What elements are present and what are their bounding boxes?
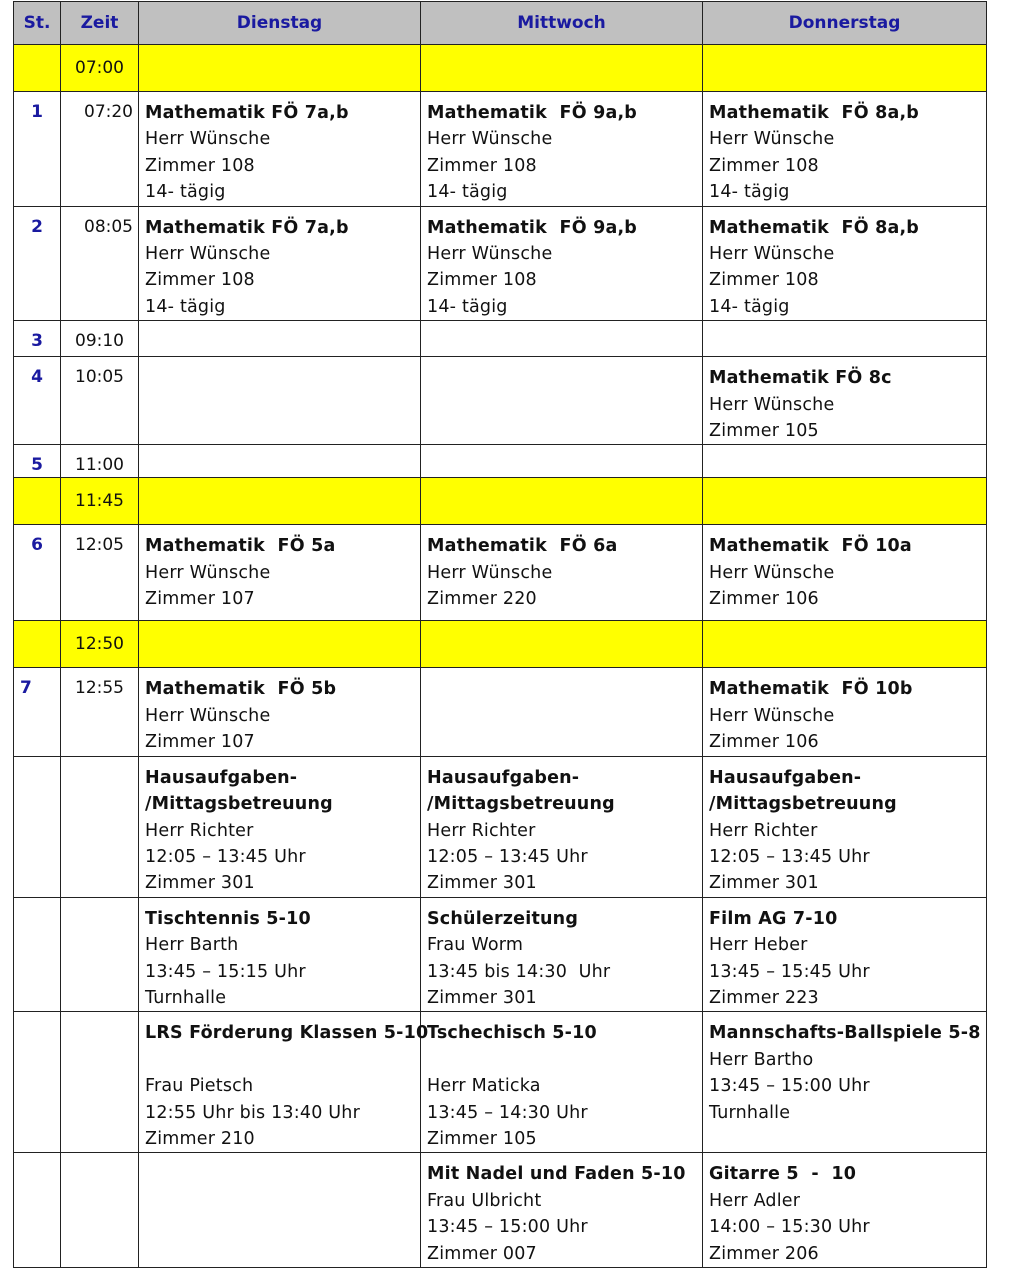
period-time: 08:05 [61, 206, 139, 321]
course-detail: Turnhalle [145, 987, 227, 1008]
table-row [14, 206, 987, 321]
table-row [14, 321, 987, 357]
course-detail: Zimmer 301 [427, 873, 537, 894]
cell-mittwoch [421, 525, 703, 621]
course-title: Mannschafts-Ballspiele 5-8 [709, 1023, 981, 1044]
cell-donnerstag [703, 478, 987, 525]
course-detail: Zimmer 301 [145, 873, 255, 894]
period-number [14, 756, 61, 897]
course-detail: 12:55 Uhr bis 13:40 Uhr [145, 1102, 360, 1123]
course-title: Schülerzeitung [427, 908, 579, 929]
course-detail: Herr Maticka [427, 1076, 541, 1097]
course-detail: Herr Heber [709, 935, 808, 956]
course-detail: 13:45 bis 14:30 Uhr [427, 961, 611, 982]
cell-dienstag [139, 756, 421, 897]
course-detail: Zimmer 108 [709, 270, 819, 291]
course-title: Hausaufgaben- [709, 767, 862, 788]
course-detail: Zimmer 108 [709, 155, 819, 176]
course-detail: Zimmer 210 [145, 1128, 255, 1149]
course-detail: Herr Wünsche [709, 394, 835, 415]
course-detail: 12:05 – 13:45 Uhr [145, 846, 306, 867]
period-number: 7 [14, 668, 61, 756]
course-detail: Zimmer 108 [427, 155, 537, 176]
course-detail: 14- tägig [145, 182, 226, 203]
course-detail: 14:00 – 15:30 Uhr [709, 1217, 870, 1238]
cell-dienstag [139, 621, 421, 668]
timetable [13, 1, 987, 1268]
course-detail: 13:45 – 15:45 Uhr [709, 961, 870, 982]
course-detail: Zimmer 301 [709, 873, 819, 894]
period-time: 11:45 [61, 478, 139, 525]
course-title: Mathematik FÖ 9a,b [427, 217, 638, 238]
course-detail: Frau Worm [427, 935, 524, 956]
period-number [14, 897, 61, 1012]
period-time: 10:05 [61, 357, 139, 445]
course-detail: 13:45 – 15:00 Uhr [427, 1217, 588, 1238]
table-row [14, 897, 987, 1012]
table-row [14, 92, 987, 207]
course-detail: Herr Wünsche [427, 129, 553, 150]
course-detail: Herr Wünsche [145, 705, 271, 726]
cell-dienstag [139, 897, 421, 1012]
cell-dienstag [139, 445, 421, 478]
cell-mittwoch [421, 756, 703, 897]
course-title: Mathematik FÖ 6a [427, 536, 618, 557]
course-detail: 14- tägig [709, 296, 790, 317]
course-detail: 13:45 – 15:15 Uhr [145, 961, 306, 982]
cell-donnerstag [703, 1153, 987, 1268]
course-detail: 12:05 – 13:45 Uhr [709, 846, 870, 867]
course-title: Mathematik FÖ 8c [709, 368, 892, 389]
course-title: Mathematik FÖ 10b [709, 679, 913, 700]
cell-donnerstag [703, 1012, 987, 1153]
course-title: Mathematik FÖ 10a [709, 536, 912, 557]
period-time: 09:10 [61, 321, 139, 357]
cell-dienstag [139, 1012, 429, 1153]
cell-donnerstag [703, 206, 987, 321]
table-row [14, 1153, 987, 1268]
period-time [61, 1153, 139, 1268]
course-title: Mathematik FÖ 8a,b [709, 217, 920, 238]
cell-dienstag [139, 206, 421, 321]
course-detail: Herr Bartho [709, 1049, 814, 1070]
cell-dienstag [139, 45, 421, 92]
period-time [61, 756, 139, 897]
course-title: Gitarre 5 - 10 [709, 1164, 857, 1185]
period-time: 11:00 [61, 445, 139, 478]
course-detail: Turnhalle [709, 1102, 791, 1123]
period-number [14, 621, 61, 668]
period-time [61, 1012, 139, 1153]
course-detail: Herr Wünsche [709, 705, 835, 726]
course-title: Tischtennis 5-10 [145, 908, 311, 929]
course-detail: 12:05 – 13:45 Uhr [427, 846, 588, 867]
period-number: 3 [14, 321, 61, 357]
course-detail: Herr Wünsche [427, 562, 553, 583]
course-detail: Herr Wünsche [709, 129, 835, 150]
course-detail: Herr Adler [709, 1190, 801, 1211]
course-detail: Zimmer 223 [709, 987, 819, 1008]
cell-mittwoch [421, 357, 703, 445]
header-donnerstag: Donnerstag [703, 2, 987, 45]
course-detail: Zimmer 105 [427, 1128, 537, 1149]
course-detail: Zimmer 106 [709, 589, 819, 610]
cell-mittwoch [421, 1012, 703, 1153]
course-detail: Zimmer 106 [709, 732, 819, 753]
cell-dienstag [139, 668, 421, 756]
course-title: /Mittagsbetreuung [709, 794, 897, 815]
course-title: /Mittagsbetreuung [427, 794, 615, 815]
cell-dienstag [139, 478, 421, 525]
course-detail: 13:45 – 14:30 Uhr [427, 1102, 588, 1123]
cell-dienstag [139, 92, 421, 207]
cell-mittwoch [421, 897, 703, 1012]
table-row [14, 756, 987, 897]
course-title: Mathematik FÖ 7a,b [145, 217, 349, 238]
course-detail: 14- tägig [145, 296, 226, 317]
period-time: 12:55 [61, 668, 139, 756]
cell-donnerstag [703, 45, 987, 92]
period-time: 12:50 [61, 621, 139, 668]
course-detail: Herr Wünsche [145, 129, 271, 150]
cell-mittwoch [421, 321, 703, 357]
header-dienstag: Dienstag [139, 2, 421, 45]
header-row [14, 2, 987, 45]
course-detail: Herr Wünsche [709, 562, 835, 583]
course-detail: Frau Pietsch [145, 1076, 254, 1097]
course-detail [145, 1047, 415, 1073]
break-row [14, 45, 987, 92]
period-number: 2 [14, 206, 61, 321]
cell-mittwoch [421, 668, 703, 756]
cell-donnerstag [703, 756, 987, 897]
cell-donnerstag [703, 92, 987, 207]
course-detail: Zimmer 301 [427, 987, 537, 1008]
course-title: Mathematik FÖ 5b [145, 679, 337, 700]
course-title: Mathematik FÖ 9a,b [427, 103, 638, 123]
course-title: Tschechisch 5-10 [427, 1023, 597, 1044]
course-detail: Zimmer 220 [427, 589, 537, 610]
cell-mittwoch [421, 621, 703, 668]
cell-dienstag [139, 525, 421, 621]
header-mittwoch: Mittwoch [421, 2, 703, 45]
cell-donnerstag [703, 321, 987, 357]
course-detail: Zimmer 206 [709, 1243, 819, 1264]
header-st: St. [14, 2, 61, 45]
period-number: 5 [14, 445, 61, 478]
cell-mittwoch [421, 445, 703, 478]
period-number [14, 478, 61, 525]
table-row [14, 445, 987, 478]
period-number [14, 45, 61, 92]
break-row [14, 621, 987, 668]
course-detail: 13:45 – 15:00 Uhr [709, 1076, 870, 1097]
course-title: Film AG 7-10 [709, 908, 838, 929]
period-time [61, 897, 139, 1012]
course-detail: Herr Barth [145, 935, 239, 956]
period-number: 6 [14, 525, 61, 621]
course-title: Hausaufgaben- [427, 767, 580, 788]
course-detail: 14- tägig [709, 182, 790, 203]
course-detail: Herr Wünsche [709, 244, 835, 265]
cell-mittwoch [421, 45, 703, 92]
course-detail: Zimmer 105 [709, 421, 819, 442]
course-detail: Herr Richter [145, 820, 254, 841]
table-row [14, 525, 987, 621]
cell-donnerstag [703, 525, 987, 621]
course-detail: Zimmer 107 [145, 732, 255, 753]
course-detail: Frau Ulbricht [427, 1190, 542, 1211]
course-title: Mathematik FÖ 8a,b [709, 103, 920, 123]
course-title: Mit Nadel und Faden 5-10 [427, 1164, 686, 1185]
course-title: /Mittagsbetreuung [145, 794, 333, 815]
table-row [14, 1012, 987, 1153]
header-zeit: Zeit [61, 2, 139, 45]
course-detail: Zimmer 107 [145, 589, 255, 610]
break-row [14, 478, 987, 525]
course-detail: Herr Wünsche [427, 244, 553, 265]
period-time: 07:20 [61, 92, 139, 207]
cell-mittwoch [421, 1153, 703, 1268]
course-detail: Herr Wünsche [145, 244, 271, 265]
cell-dienstag [139, 321, 421, 357]
period-time: 07:00 [61, 45, 139, 92]
cell-donnerstag [703, 897, 987, 1012]
course-detail: Zimmer 108 [427, 270, 537, 291]
table-row [14, 668, 987, 756]
course-detail: Zimmer 007 [427, 1243, 537, 1264]
course-detail: Herr Richter [427, 820, 536, 841]
cell-mittwoch [421, 92, 703, 207]
course-detail: Herr Wünsche [145, 562, 271, 583]
period-time: 12:05 [61, 525, 139, 621]
period-number: 4 [14, 357, 61, 445]
period-number: 1 [14, 92, 61, 207]
table-row [14, 357, 987, 445]
period-number [14, 1153, 61, 1268]
course-title: Mathematik FÖ 5a [145, 536, 336, 557]
course-detail: 14- tägig [427, 296, 508, 317]
cell-donnerstag [703, 668, 987, 756]
course-title: Hausaufgaben- [145, 767, 298, 788]
course-title: LRS Förderung Klassen 5-10 [145, 1023, 429, 1044]
cell-mittwoch [421, 206, 703, 321]
course-detail: Zimmer 108 [145, 155, 255, 176]
cell-donnerstag [703, 621, 987, 668]
period-number [14, 1012, 61, 1153]
cell-dienstag [139, 1153, 421, 1268]
cell-dienstag [139, 357, 421, 445]
course-detail: Herr Richter [709, 820, 818, 841]
course-detail [427, 1047, 697, 1073]
course-title: Mathematik FÖ 7a,b [145, 103, 349, 123]
course-detail: Zimmer 108 [145, 270, 255, 291]
cell-mittwoch [421, 478, 703, 525]
cell-donnerstag [703, 445, 987, 478]
cell-donnerstag [703, 357, 987, 445]
course-detail: 14- tägig [427, 182, 508, 203]
